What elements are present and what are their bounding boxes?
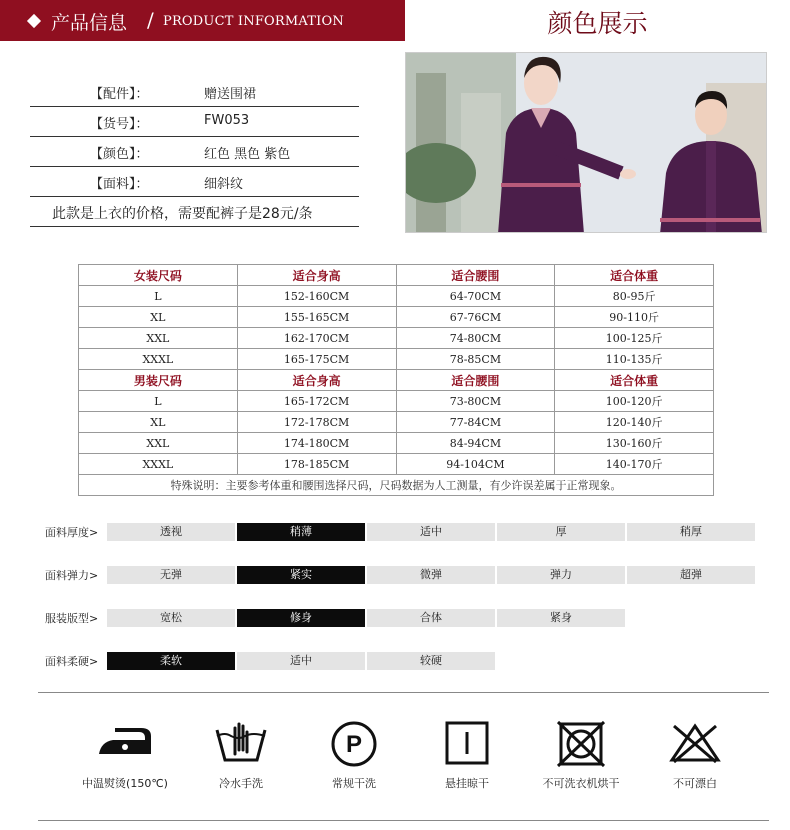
care-label: 悬挂晾干 xyxy=(445,777,489,790)
table-row xyxy=(79,412,714,433)
attr-label: 面料厚度> xyxy=(45,526,99,539)
info-label: 【颜色】： xyxy=(90,147,149,162)
table-cell: 165-172CM xyxy=(237,391,396,412)
table-row xyxy=(79,349,714,370)
info-value: 红色 黑色 紫色 xyxy=(204,147,291,162)
attr-option: 修身 xyxy=(237,609,365,627)
attr-option: 透视 xyxy=(107,523,235,541)
price-note-text: 此款是上衣的价格，需要配裤子是28元/条 xyxy=(52,206,313,222)
table-cell: XXL xyxy=(79,433,238,454)
table-row xyxy=(79,286,714,307)
table-cell: 84-94CM xyxy=(396,433,555,454)
table-cell: 78-85CM xyxy=(396,349,555,370)
color-section-header xyxy=(405,0,790,41)
diamond-icon xyxy=(27,14,41,28)
table-cell: XXXL xyxy=(79,349,238,370)
attr-option: 紧身 xyxy=(497,609,625,627)
table-cell: 67-76CM xyxy=(396,307,555,328)
attr-option: 合体 xyxy=(367,609,495,627)
section-title-cn: 产品信息 xyxy=(51,12,128,34)
table-cell: 152-160CM xyxy=(237,286,396,307)
info-value: 细斜纹 xyxy=(204,177,244,192)
table-cell: 100-125斤 xyxy=(555,328,714,349)
size-table xyxy=(78,264,714,496)
table-row xyxy=(79,433,714,454)
divider xyxy=(38,820,769,821)
attr-option: 厚 xyxy=(497,523,625,541)
care-item xyxy=(640,720,750,764)
table-header-cell: 适合体重 xyxy=(555,265,714,286)
attr-label: 服装版型> xyxy=(45,612,99,625)
attr-option: 柔软 xyxy=(107,652,235,670)
header-banner xyxy=(0,0,790,41)
info-row xyxy=(30,77,359,107)
table-cell: 90-110斤 xyxy=(555,307,714,328)
attr-option: 弹力 xyxy=(497,566,625,584)
table-cell: 64-70CM xyxy=(396,286,555,307)
info-value: 赠送围裙 xyxy=(204,87,257,102)
info-row xyxy=(30,107,359,137)
table-cell: 110-135斤 xyxy=(555,349,714,370)
attr-option: 较硬 xyxy=(367,652,495,670)
info-value: FW053 xyxy=(204,113,250,128)
attr-label: 面料弹力> xyxy=(45,569,99,582)
table-header-men xyxy=(79,370,714,391)
product-photo[interactable] xyxy=(405,52,767,233)
table-cell: XXL xyxy=(79,328,238,349)
table-cell: 178-185CM xyxy=(237,454,396,475)
table-header-cell: 适合腰围 xyxy=(396,265,555,286)
info-row xyxy=(30,167,359,197)
title-separator: / xyxy=(147,8,154,32)
table-cell: 80-95斤 xyxy=(555,286,714,307)
table-cell: 94-104CM xyxy=(396,454,555,475)
table-cell: 140-170斤 xyxy=(555,454,714,475)
attr-option: 超弹 xyxy=(627,566,755,584)
price-note xyxy=(30,197,359,227)
table-cell: L xyxy=(79,286,238,307)
table-header-cell: 适合身高 xyxy=(237,370,396,391)
line-dry-icon xyxy=(443,720,491,766)
table-note-row xyxy=(79,475,714,496)
table-cell: 73-80CM xyxy=(396,391,555,412)
care-label: 不可洗衣机烘干 xyxy=(542,777,620,790)
table-cell: L xyxy=(79,391,238,412)
care-label: 中温熨烫(150℃) xyxy=(82,777,168,790)
table-cell: 74-80CM xyxy=(396,328,555,349)
table-header-women xyxy=(79,265,714,286)
table-cell: 100-120斤 xyxy=(555,391,714,412)
no-tumble-dry-icon xyxy=(556,720,606,768)
svg-text:P: P xyxy=(345,731,363,758)
divider xyxy=(38,692,769,693)
table-row xyxy=(79,307,714,328)
dry-clean-p-icon xyxy=(329,720,379,768)
table-cell: 130-160斤 xyxy=(555,433,714,454)
info-label: 【货号】： xyxy=(90,117,149,132)
models-image xyxy=(406,53,767,233)
section-title-en: PRODUCT INFORMATION xyxy=(163,14,344,29)
care-label: 冷水手洗 xyxy=(219,777,263,790)
table-cell: 174-180CM xyxy=(237,433,396,454)
care-item xyxy=(70,720,180,760)
table-cell: 155-165CM xyxy=(237,307,396,328)
table-cell: XXXL xyxy=(79,454,238,475)
table-row xyxy=(79,328,714,349)
attr-option: 无弹 xyxy=(107,566,235,584)
product-info xyxy=(30,77,359,227)
table-cell: 165-175CM xyxy=(237,349,396,370)
table-cell: 120-140斤 xyxy=(555,412,714,433)
hand-wash-icon xyxy=(211,720,271,764)
attr-option: 宽松 xyxy=(107,609,235,627)
care-item xyxy=(186,720,296,764)
color-section-title: 颜色展示 xyxy=(547,9,648,38)
care-item xyxy=(412,720,522,766)
table-header-cell: 适合身高 xyxy=(237,265,396,286)
table-header-cell: 适合体重 xyxy=(555,370,714,391)
attr-option: 微弹 xyxy=(367,566,495,584)
info-label: 【配件】： xyxy=(90,87,149,102)
care-item xyxy=(299,720,409,768)
table-row xyxy=(79,391,714,412)
table-cell: 162-170CM xyxy=(237,328,396,349)
attr-option: 适中 xyxy=(367,523,495,541)
table-header-cell: 男装尺码 xyxy=(79,370,238,391)
table-row xyxy=(79,454,714,475)
table-note: 特殊说明：主要参考体重和腰围选择尺码，尺码数据为人工测量，有少许误差属于正常现象。 xyxy=(79,475,714,496)
table-cell: XL xyxy=(79,412,238,433)
attr-option: 紧实 xyxy=(237,566,365,584)
attr-option: 稍厚 xyxy=(627,523,755,541)
care-label: 不可漂白 xyxy=(673,777,717,790)
info-label: 【面料】： xyxy=(90,177,149,192)
no-bleach-icon xyxy=(668,720,722,764)
table-cell: 77-84CM xyxy=(396,412,555,433)
table-header-cell: 女装尺码 xyxy=(79,265,238,286)
table-cell: 172-178CM xyxy=(237,412,396,433)
attr-label: 面料柔硬> xyxy=(45,655,99,668)
table-header-cell: 适合腰围 xyxy=(396,370,555,391)
iron-icon xyxy=(93,720,157,760)
attr-option: 适中 xyxy=(237,652,365,670)
info-row xyxy=(30,137,359,167)
care-item xyxy=(526,720,636,768)
table-cell: XL xyxy=(79,307,238,328)
attr-option: 稍薄 xyxy=(237,523,365,541)
care-label: 常规干洗 xyxy=(332,777,376,790)
